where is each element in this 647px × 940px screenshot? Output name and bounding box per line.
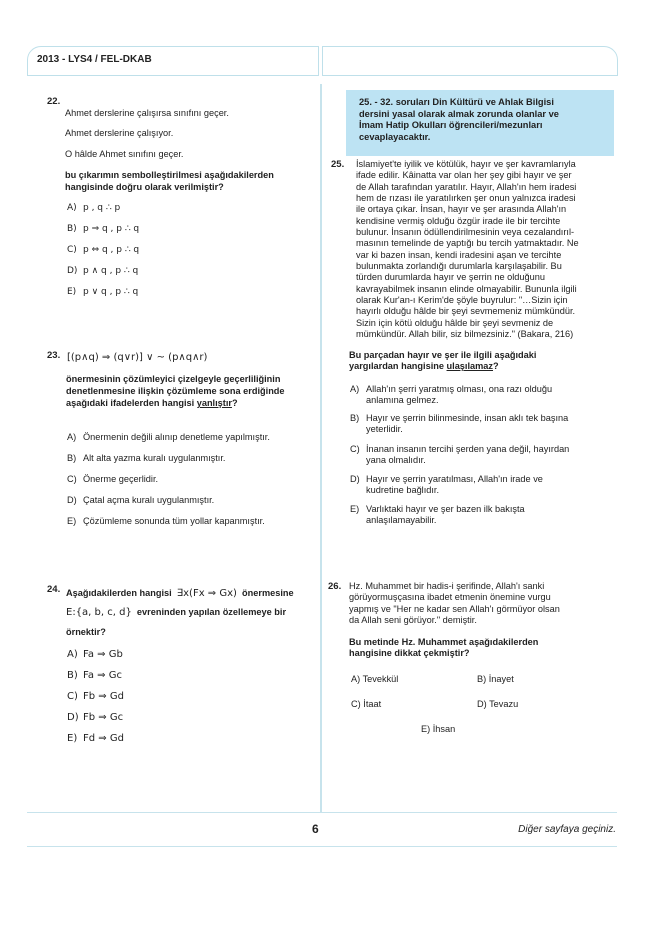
question-stem: örnektir? xyxy=(66,627,106,637)
logic-formula: ∃x(Fx ⇒ Gx) xyxy=(176,588,237,599)
question-stem: Bu metinde Hz. Muhammet aşağıdakilerden hangisine dikkat çekmiştir? xyxy=(349,637,539,659)
question-number: 23. xyxy=(47,350,61,361)
question-number: 24. xyxy=(47,584,61,595)
option-c[interactable]: C) Önerme geçerlidir. xyxy=(67,474,159,484)
option-d[interactable]: D) Tevazu xyxy=(477,699,519,709)
notice-line: dersini yasal olarak almak zorunda olanlar ve xyxy=(359,108,559,119)
premise: Ahmet derslerine çalışıyor. xyxy=(65,128,174,138)
underlined-keyword: yanlıştır xyxy=(196,398,232,408)
next-page-note: Diğer sayfaya geçiniz. xyxy=(518,824,616,835)
option-e[interactable]: E) Fd ⇒ Gd xyxy=(67,733,124,744)
option-c[interactable]: C) p ⇔ q , p ∴ q xyxy=(67,245,140,255)
footer-top-rule xyxy=(27,812,617,813)
option-b[interactable]: B) İnayet xyxy=(477,674,514,684)
option-a[interactable]: A) Allah'ın şerri yaratmış olması, ona razı olduğu anlamına gelmez. xyxy=(350,384,553,406)
option-c[interactable]: C) İtaat xyxy=(351,699,382,709)
question-stem: denetlenmesine ilişkin çözümleme sona erdiğinde xyxy=(66,386,285,396)
question-stem: bu çıkarımın sembolleştirilmesi aşağıdakilerden xyxy=(65,170,274,180)
universe-set: E:{a, b, c, d} xyxy=(66,607,132,618)
option-d[interactable]: D) Fb ⇒ Gc xyxy=(67,712,124,723)
option-e[interactable]: E) İhsan xyxy=(421,724,456,734)
option-c[interactable]: C) İnanan insanın tercihi şerden yana değil, hayırdan yana olmalıdır. xyxy=(350,444,570,466)
exam-title: 2013 - LYS4 / FEL-DKAB xyxy=(37,54,152,65)
question-stem: E:{a, b, c, d} evreninden yapılan özellemeye bir xyxy=(66,607,287,618)
option-e[interactable]: E) Çözümleme sonunda tüm yollar kapanmıştır. xyxy=(67,516,265,526)
question-number: 25. xyxy=(331,159,345,170)
page-number: 6 xyxy=(312,822,319,836)
option-a[interactable]: A) Önermenin değili alınıp denetleme yapılmıştır. xyxy=(67,432,270,442)
question-number: 22. xyxy=(47,96,61,107)
question-stem: hangisinde doğru olarak verilmiştir? xyxy=(65,182,224,192)
option-b[interactable]: B) Hayır ve şerrin bilinmesinde, insan aklı tek başına yeterlidir. xyxy=(350,413,569,435)
header-left-box xyxy=(27,46,319,76)
option-b[interactable]: B) Fa ⇒ Gc xyxy=(67,670,122,681)
option-d[interactable]: D) Çatal açma kuralı uygulanmıştır. xyxy=(67,495,215,505)
option-e[interactable]: E) p ∨ q , p ∴ q xyxy=(67,287,139,297)
option-d[interactable]: D) Hayır ve şerrin yaratılması, Allah'ın irade ve kudretine bağlıdır. xyxy=(350,474,543,496)
option-b[interactable]: B) p ⇒ q , p ∴ q xyxy=(67,224,140,234)
column-divider xyxy=(320,84,322,813)
logic-formula: [(p∧q) ⇒ (q∨r)] ∨ ~ (p∧q∧r) xyxy=(67,352,208,363)
passage: Hz. Muhammet bir hadis-i şerifinde, Allah'ı sanki görüyormuşçasına ibadet etmenin önemine vurgu yapmış ve "Her ne kadar sen Allah'ı görmüyor olsan da Allah seni görüyor." demiştir. xyxy=(349,581,560,626)
question-stem: Aşağıdakilerden hangisi ∃x(Fx ⇒ Gx) önermesine xyxy=(66,588,294,599)
question-stem: Bu parçadan hayır ve şer ile ilgili aşağıdaki yargılardan hangisine ulaşılamaz? xyxy=(349,350,537,372)
passage: İslamiyet'te iyilik ve kötülük, hayır ve şer kavramlarıyla ifade edilir. Kâinatta var olan her şey gibi hayır ve şer de Allah tarafından yaratılır. Hayır, Allah'ın hem iradesi hem de rızası ile yaratılırken şer onun yalnızca iradesi ile ortaya çıkar. İnsan, hayır ve şer arasında Allah'ın kendisine vermiş olduğu özgür irade ile bir tercihte bulunur. İnsanın ödüllendirilmesinin veya cezalandırıl- masının temelinde de yaptığı bu tercih yatmaktadır. Ne var ki bazen insan, kendi iradesini aşan ve tercihte bulunmakta zorlandığı durumlarla karşılaşabilir. Bu türden durumlarda hayır ve şerrin ne olduğunu kavrayabilmek insanın elinde olmayabilir. Bununla ilgili olarak Kur'an-ı Kerim'de şöyle buyrulur: "…Sizin için hayırlı olduğu hâlde bir şeyi sevmemeniz mümkündür. Sizin için kötü olduğu hâlde bir şeyi sevmeniz de mümkündür. Allah bilir, siz bilmezsiniz." (Bakara, 216) xyxy=(356,159,579,340)
premise: Ahmet derslerine çalışırsa sınıfını geçer. xyxy=(65,108,229,118)
footer-bottom-rule xyxy=(27,846,617,847)
option-c[interactable]: C) Fb ⇒ Gd xyxy=(67,691,124,702)
premise: O hâlde Ahmet sınıfını geçer. xyxy=(65,149,184,159)
notice-line: 25. - 32. soruları Din Kültürü ve Ahlak Bilgisi xyxy=(359,97,554,107)
header-right-box xyxy=(322,46,618,76)
option-a[interactable]: A) Fa ⇒ Gb xyxy=(67,649,123,660)
notice-box xyxy=(346,90,614,156)
option-e[interactable]: E) Varlıktaki hayır ve şer bazen ilk bakışta anlaşılamayabilir. xyxy=(350,504,525,526)
notice-line: İmam Hatip Okulları öğrencileri/mezunları xyxy=(359,120,543,131)
question-number: 26. xyxy=(328,581,342,592)
question-stem: aşağıdaki ifadelerden hangisi yanlıştır? xyxy=(66,398,238,408)
option-a[interactable]: A) p , q ∴ p xyxy=(67,203,121,213)
option-a[interactable]: A) Tevekkül xyxy=(351,674,399,684)
option-b[interactable]: B) Alt alta yazma kuralı uygulanmıştır. xyxy=(67,453,226,463)
underlined-keyword: ulaşılamaz xyxy=(446,361,494,372)
question-stem: önermesinin çözümleyici çizelgeyle geçerliliğinin xyxy=(66,374,281,384)
option-d[interactable]: D) p ∧ q , p ∴ q xyxy=(67,266,139,276)
notice-line: cevaplayacaktır. xyxy=(359,131,431,142)
